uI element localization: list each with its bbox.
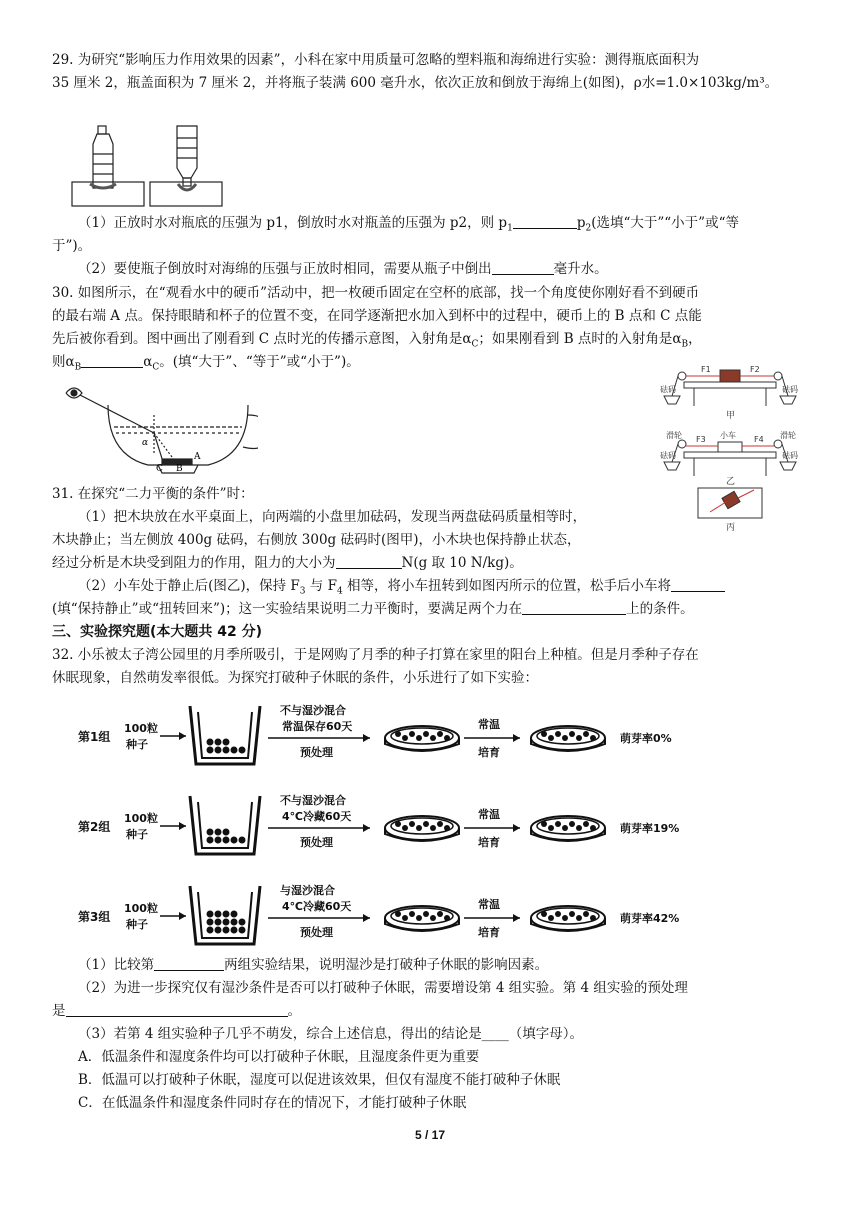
fig-label-f1: F1	[701, 365, 711, 374]
fig-label-weight-right: 砝码	[782, 385, 798, 394]
group-label: 第1组	[78, 730, 111, 744]
q32-sub1: （1）比较第 两组实验结果，说明湿沙是打破种子休眠的影响因素。	[78, 957, 549, 973]
beaker	[190, 886, 260, 944]
fig-label-jia: 甲	[726, 411, 736, 421]
q30-line2: 的最右端 A 点。保持眼睛和杯子的位置不变，在同学逐渐把水加入到杯中的过程中，硬币上的 B 点和 C 点能	[52, 308, 702, 324]
page-number: 5 / 17	[414, 1128, 446, 1142]
option-c: C．在低温条件和湿度条件同时存在的情况下，才能打破种子休眠	[78, 1095, 467, 1111]
q29-part2: （2）要使瓶子倒放时对海绵的压强与正放时相同，需要从瓶子中倒出 毫升水。	[78, 261, 608, 277]
fig-label-weight-left: 砝码	[660, 385, 676, 394]
q29-line2: 35 厘米 2，瓶盖面积为 7 厘米 2，并将瓶子装满 600 毫升水，依次正放和倒放于海绵上(如图)，ρ水=1.0×103kg/m³。	[52, 75, 779, 91]
pretreatment-label: 预处理	[300, 746, 333, 759]
fig-label-bing: 丙	[726, 523, 736, 533]
pretreatment-label: 预处理	[300, 836, 333, 849]
fig-label-f3: F3	[696, 435, 706, 444]
germination-rate: 萌芽率42%	[620, 912, 680, 925]
two-force-balance-figure	[654, 358, 806, 538]
option-a: A．低温条件和湿度条件均可以打破种子休眠，且湿度条件更为重要	[78, 1049, 480, 1065]
answer-blank[interactable]	[154, 956, 224, 971]
q31-line6: (填“保持静止”或“扭转回来”)；这一实验结果说明二力平衡时，要满足两个力在 上的条件。	[52, 601, 694, 617]
q31-line2: （1）把木块放在水平桌面上，向两端的小盘里加砝码，发现当两盘砝码质量相等时，	[78, 509, 587, 525]
fig-label-b: B	[176, 464, 183, 474]
pretreatment-label: 预处理	[300, 926, 333, 939]
q32-line1: 32. 小乐被太子湾公园里的月季所吸引，于是网购了月季的种子打算在家里的阳台上种植。但是月季种子存在	[52, 647, 699, 663]
seed-label: 种子	[126, 918, 148, 931]
group-label: 第3组	[78, 910, 111, 924]
q31-line1: 31. 在探究“二力平衡的条件”时：	[52, 486, 254, 502]
arrow-to-dish2-head	[513, 914, 520, 922]
petri-dish	[385, 726, 459, 751]
petri-dish-result	[531, 726, 605, 751]
q31-line4: 经过分析是木块受到阻力的作用，阻力的大小为 N(g 取 10 N/kg)。	[52, 555, 523, 571]
seed-label: 种子	[126, 828, 148, 841]
fig-label-weight-right2: 砝码	[782, 451, 798, 460]
group-label: 第2组	[78, 820, 111, 834]
fig-label-f4: F4	[754, 435, 764, 444]
answer-blank[interactable]	[522, 600, 626, 615]
beaker	[190, 796, 260, 854]
petri-dish	[385, 816, 459, 841]
fig-label-pulley-left: 滑轮	[666, 431, 682, 440]
q32-sub2-cont: 是 。	[52, 1003, 301, 1019]
answer-blank[interactable]	[492, 260, 554, 275]
petri-dish	[385, 906, 459, 931]
beaker	[190, 706, 260, 764]
fig-label-pulley-right: 滑轮	[780, 431, 796, 440]
seed-experiment-figure	[72, 696, 712, 946]
bottle-sponge-figure	[70, 118, 230, 208]
condition-line2: 4℃冷藏60天	[282, 810, 352, 823]
option-b: B．低温可以打破种子休眠，湿度可以促进该效果，但仅有湿度不能打破种子休眠	[78, 1072, 561, 1088]
arrow-to-dish2-head	[513, 824, 520, 832]
germination-rate: 萌芽率19%	[620, 822, 680, 835]
culture-label: 培育	[478, 836, 500, 849]
arrow-to-beaker-head	[179, 822, 186, 830]
condition-line1: 不与湿沙混合	[280, 704, 346, 717]
q29-part1: （1）正放时水对瓶底的压强为 p1，倒放时水对瓶盖的压强为 p2，则 $p_1$ $p_2$(选填“大于”“小于”或“等	[78, 215, 739, 234]
q32-line2: 休眠现象，自然萌发率很低。为探究打破种子休眠的条件，小乐进行了如下实验：	[52, 670, 538, 686]
cup-coin-figure	[58, 375, 258, 475]
fig-label-yi: 乙	[726, 477, 736, 487]
arrow-to-dish2-head	[513, 734, 520, 742]
seed-label: 种子	[126, 738, 148, 751]
answer-blank[interactable]	[66, 1002, 288, 1017]
condition-line1: 与湿沙混合	[280, 884, 335, 897]
answer-blank[interactable]	[671, 577, 725, 592]
q29-part1-cont: 于”)。	[52, 238, 92, 254]
germination-rate: 萌芽率0%	[620, 732, 672, 745]
q31-line5: （2）小车处于静止后(图乙)，保持 $F_3$ 与 $F_4$ 相等，将小车扭转到如图丙所示的位置，松手后小车将	[78, 576, 725, 602]
culture-label: 培育	[478, 746, 500, 759]
q30-line1: 30. 如图所示，在“观看水中的硬币”活动中，把一枚硬币固定在空杯的底部，找一个角度使你刚好看不到硬币	[52, 285, 700, 301]
condition-line1: 不与湿沙混合	[280, 794, 346, 807]
q29-line1: 29. 为研究“影响压力作用效果的因素”，小科在家中用质量可忽略的塑料瓶和海绵进行实验：测得瓶底面积为	[52, 52, 700, 68]
fig-label-f2: F2	[750, 365, 760, 374]
fig-label-a: A	[194, 452, 201, 462]
q31-line3: 木块静止；当左侧放 400g 砝码，右侧放 300g 砝码时(图甲)，小木块也保持静止状态，	[52, 532, 581, 548]
petri-dish-result	[531, 816, 605, 841]
seed-count: 100粒	[124, 812, 158, 825]
q32-sub2: （2）为进一步探究仅有湿沙条件是否可以打破种子休眠，需要增设第 4 组实验。第 4 组实验的预处理	[78, 980, 688, 996]
answer-blank[interactable]	[336, 554, 402, 569]
fig-label-alpha: α	[142, 438, 149, 448]
fig-label-weight-left2: 砝码	[660, 451, 676, 460]
q30-line4: 则$\alpha_B$ $\alpha_C$。(填“大于”、“等于”或“小于”)。	[52, 354, 360, 373]
seed-count: 100粒	[124, 722, 158, 735]
section-heading: 三、实验探究题(本大题共 42 分)	[52, 624, 263, 640]
condition-line2: 4℃冷藏60天	[282, 900, 352, 913]
arrow-to-dish-head	[363, 734, 370, 742]
answer-blank[interactable]	[513, 214, 577, 229]
q30-line3: 先后被你看到。图中画出了刚看到 C 点时光的传播示意图，入射角是$\alpha_C$；如果刚看到 B 点时的入射角是$\alpha_B$，	[52, 331, 702, 350]
culture-temp: 常温	[478, 898, 500, 911]
petri-dish-result	[531, 906, 605, 931]
answer-blank[interactable]	[81, 353, 143, 368]
seed-count: 100粒	[124, 902, 158, 915]
condition-line2: 常温保存60天	[282, 720, 353, 733]
culture-label: 培育	[478, 926, 500, 939]
arrow-to-dish-head	[363, 914, 370, 922]
arrow-to-beaker-head	[179, 912, 186, 920]
culture-temp: 常温	[478, 718, 500, 731]
fig-label-car: 小车	[720, 431, 736, 440]
fig-label-c: C	[156, 464, 163, 474]
culture-temp: 常温	[478, 808, 500, 821]
arrow-to-beaker-head	[179, 732, 186, 740]
q32-sub3: （3）若第 4 组实验种子几乎不萌发，综合上述信息，得出的结论是____（填字母）。	[78, 1026, 584, 1042]
arrow-to-dish-head	[363, 824, 370, 832]
